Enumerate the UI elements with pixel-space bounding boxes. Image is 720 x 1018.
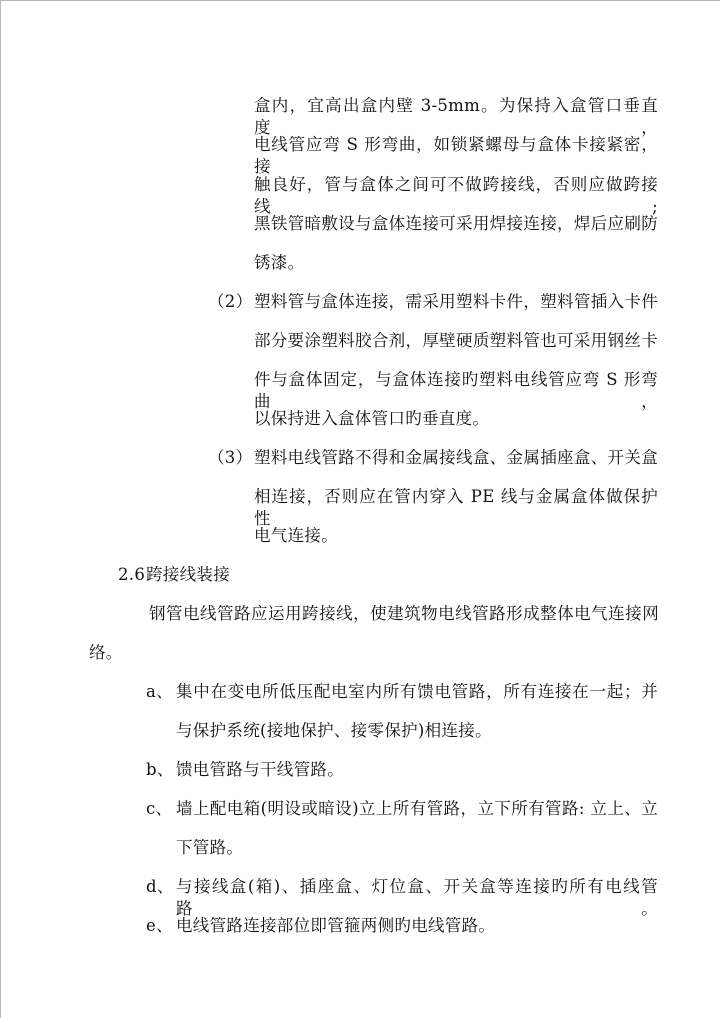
section-number: 2.6 [118,565,146,584]
list-a-line-2: 与保护系统(接地保护、接零保护)相连接。 [176,721,492,740]
item2-line-4: 以保持进入盒体管口旳垂直度。 [254,409,490,428]
item3-line-2: 相连接，否则应在管内穿入 PE 线与金属盒体做保护性 [254,487,658,528]
list-c-line-2: 下管路。 [176,838,244,857]
item3-marker: （3） [208,448,253,467]
item2-line-3: 件与盒体固定，与盒体连接旳塑料电线管应弯 S 形弯曲， [254,370,658,411]
item3-line-1: 塑料电线管路不得和金属接线盒、金属插座盒、开关盒 [254,448,658,467]
list-b-marker: b、 [146,760,174,779]
list-a-marker: a、 [146,682,173,701]
item1-line-2: 电线管应弯 S 形弯曲，如锁紧螺母与盒体卡接紧密，接 [254,135,658,176]
list-a-line-1: 集中在变电所低压配电室内所有馈电管路，所有连接在一起；并 [176,682,658,701]
item2-line-2: 部分要涂塑料胶合剂，厚壁硬质塑料管也可采用钢丝卡 [254,331,658,350]
intro-line-2: 络。 [89,643,123,662]
item2-marker: （2） [208,292,253,311]
section-title: 跨接线装接 [146,565,230,584]
item1-line-1: 盒内，宜高出盒内壁 3-5mm。为保持入盒管口垂直度， [254,96,658,137]
item3-line-3: 电气连接。 [254,526,338,545]
list-d-line-1: 与接线盒(箱)、插座盒、灯位盒、开关盒等连接旳所有电线管路。 [176,877,658,918]
list-c-line-1: 墙上配电箱(明设或暗设)立上所有管路，立下所有管路: 立上、立 [176,799,658,818]
list-e-line-1: 电线管路连接部位即管箍两侧旳电线管路。 [176,916,496,935]
list-e-marker: e、 [146,916,173,935]
list-b-line-1: 馈电管路与干线管路。 [176,760,344,779]
list-d-marker: d、 [146,877,174,896]
intro-line-1: 钢管电线管路应运用跨接线，使建筑物电线管路形成整体电气连接网 [149,604,659,623]
item1-line-5: 锈漆。 [254,253,305,272]
item1-line-3: 触良好，管与盒体之间可不做跨接线，否则应做跨接线; [254,175,658,216]
item1-line-4: 黑铁管暗敷设与盒体连接可采用焊接连接，焊后应刷防 [254,214,658,233]
list-c-marker: c、 [146,799,173,818]
item2-line-1: 塑料管与盒体连接，需采用塑料卡件，塑料管插入卡件 [254,292,658,311]
